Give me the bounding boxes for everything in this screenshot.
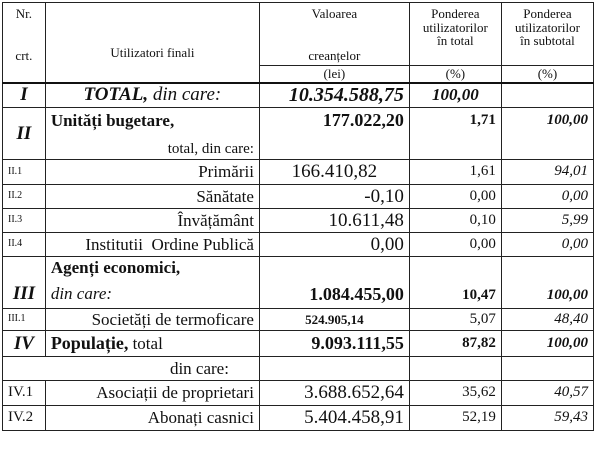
row-label: Sănătate [45,185,259,209]
table-row [3,381,594,406]
header-value-l2: creanțelor [308,47,361,63]
header-share-sub-l1: Ponderea [523,6,572,21]
row-label-sub: total, din care: [167,140,254,157]
row-pct-total: 87,82 [409,331,501,357]
row-pct-total: 1,61 [409,160,501,185]
row-label-rest: din care: [148,84,222,106]
header-nr [3,3,46,66]
row-nr: II.3 [3,209,46,233]
row-value: 3.688.652,64 [259,381,409,406]
row-nr: IV [3,331,46,357]
row-value: 10.611,48 [259,209,409,233]
header-users [45,3,259,83]
row-nr: IV.2 [3,406,46,431]
row-label-bold: Populație, [50,333,129,354]
row-pct-sub: 0,00 [501,185,593,209]
row-label: Institutii Ordine Publică [45,233,259,257]
row-pct-sub: 100,00 [501,257,593,309]
table-row [3,209,594,233]
header-users-text: Utilizatori finali [110,44,195,60]
row-label-main: Agenți economici, [50,258,181,277]
header-share-total-l3: în total [437,33,474,49]
table-row [3,406,594,431]
row-label [45,83,259,108]
header-share-total [409,3,501,66]
header-share-total-l2: utilizatorilor [422,19,488,35]
row-label: Învățământ [45,209,259,233]
header-nr-text: Nr. [15,6,33,21]
row-value: -0,10 [259,185,409,209]
header-share-sub-l2: utilizatorilor [514,19,580,35]
receivables-table [2,2,594,431]
header-value-l1: Valoarea [311,6,358,21]
row-pct-sub: 40,57 [501,381,593,406]
row-pct-sub [501,357,593,381]
header-share-sub-l3: în subtotal [520,33,575,49]
table-row [3,233,594,257]
row-value: 5.404.458,91 [259,406,409,431]
row-pct-sub: 100,00 [501,331,593,357]
header-share-total-l1: Ponderea [431,6,480,21]
row-pct-sub: 48,40 [501,309,593,331]
row-pct-total: 35,62 [409,381,501,406]
row-pct-total: 0,00 [409,185,501,209]
header-share-sub [501,3,593,66]
row-pct-total: 0,00 [409,233,501,257]
table-row [3,331,594,357]
row-value: 0,00 [259,233,409,257]
row-pct-total: 0,10 [409,209,501,233]
row-value: 1.084.455,00 [259,257,409,309]
row-label-main: Unități bugetare, [50,111,175,130]
row-value: 166.410,82 [259,160,409,185]
row-label: Abonați casnici [45,406,259,431]
row-nr: III.1 [3,309,46,331]
table-row [3,160,594,185]
row-nr: II [3,108,46,160]
row-label [45,108,259,160]
row-label: Asociații de proprietari [45,381,259,406]
row-nr: III [3,257,46,309]
table-row [3,83,594,108]
row-pct-sub: 100,00 [501,108,593,160]
row-value: 177.022,20 [259,108,409,160]
row-pct-total: 52,19 [409,406,501,431]
row-label: Primării [45,160,259,185]
row-nr: II.4 [3,233,46,257]
row-nr: II.2 [3,185,46,209]
header-nr-blank [3,66,46,83]
row-label-rest: total [128,334,163,354]
row-pct-total: 10,47 [409,257,501,309]
table-row [3,185,594,209]
row-label-bold: TOTAL, [83,84,149,106]
row-nr: II.1 [3,160,46,185]
row-label: din care: [3,357,260,381]
row-value: 9.093.111,55 [259,331,409,357]
table-row [3,257,594,309]
row-pct-total [409,357,501,381]
row-pct-sub: 59,43 [501,406,593,431]
table-row [3,357,594,381]
row-pct-total: 1,71 [409,108,501,160]
header-share-total-unit: (%) [409,66,501,83]
row-pct-sub: 94,01 [501,160,593,185]
row-label [45,257,259,309]
row-pct-sub: 0,00 [501,233,593,257]
row-value [259,357,409,381]
header-share-sub-unit: (%) [501,66,593,83]
header-value [259,3,409,66]
row-value: 10.354.588,75 [259,83,409,108]
table-row [3,108,594,160]
row-label: Societăți de termoficare [45,309,259,331]
header-row [3,3,594,66]
row-label [45,331,259,357]
row-value: 524.905,14 [259,309,409,331]
row-pct-total: 5,07 [409,309,501,331]
row-pct-sub: 5,99 [501,209,593,233]
row-pct-total: 100,00 [409,83,501,108]
table-row [3,309,594,331]
row-label-sub: din care: [50,283,113,303]
row-pct-sub [501,83,593,108]
header-value-unit: (lei) [259,66,409,83]
row-nr: I [3,83,46,108]
row-nr: IV.1 [3,381,46,406]
header-crt-text: crt. [15,47,33,63]
